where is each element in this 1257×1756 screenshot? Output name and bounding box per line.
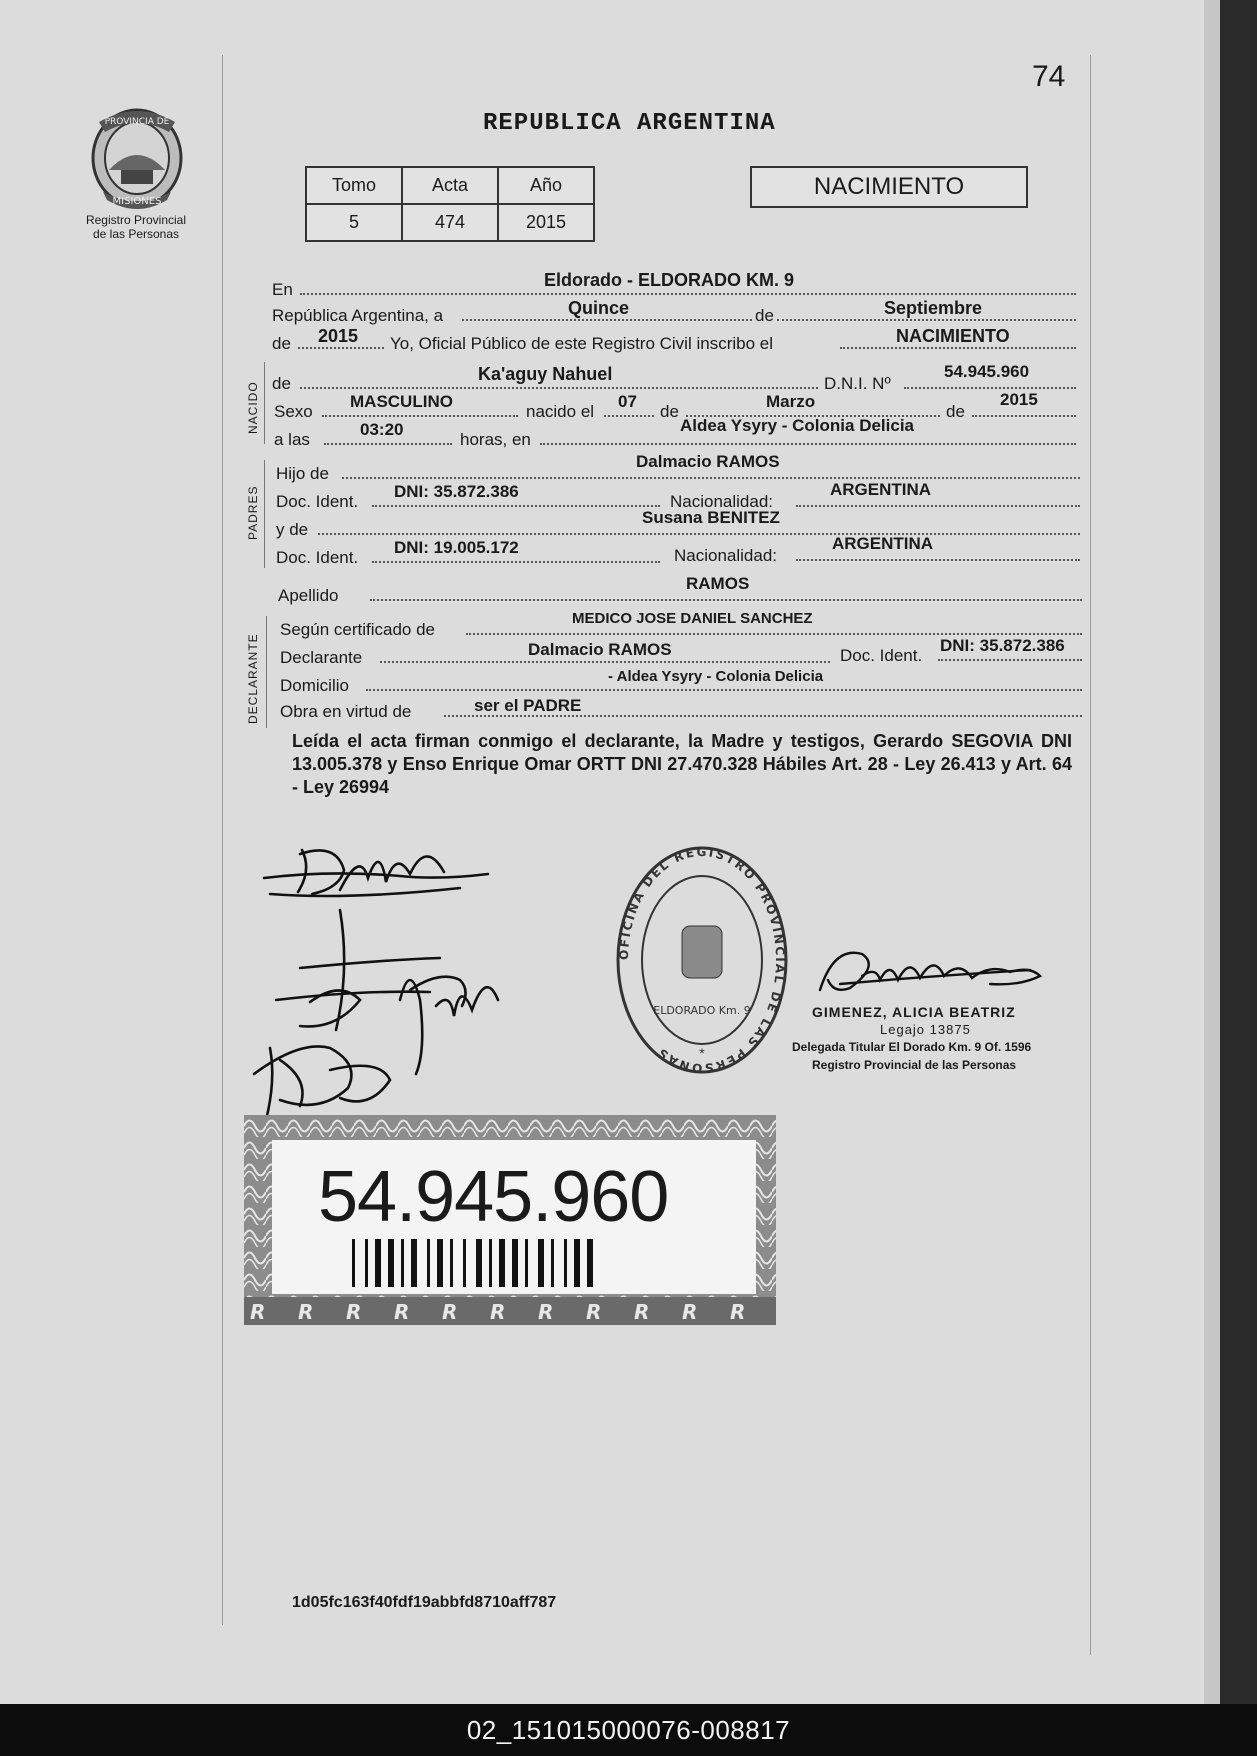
republic-label: República Argentina, a: [272, 306, 444, 325]
official-text: Yo, Oficial Público de este Registro Civil inscribo el: [390, 334, 773, 353]
dotted-line: [840, 347, 1076, 349]
dotted-line: [370, 599, 1082, 601]
section-divider: [264, 362, 265, 444]
dotted-line: [322, 415, 518, 417]
doc-ident-label: Doc. Ident.: [276, 492, 359, 511]
certificate-value: MEDICO JOSE DANIEL SANCHEZ: [572, 610, 813, 627]
apellido-value: RAMOS: [686, 574, 750, 593]
barcode-r-mark: R: [490, 1300, 506, 1324]
official-role: Delegada Titular El Dorado Km. 9 Of. 1596: [792, 1040, 1032, 1054]
scanner-edge: [1220, 0, 1257, 1704]
anio-value: 2015: [498, 204, 594, 241]
document-hash: 1d05fc163f40fdf19abbfd8710aff787: [292, 1594, 557, 1611]
record-header-table: [305, 166, 595, 242]
declarante-section-label: DECLARANTE: [246, 633, 260, 724]
dotted-line: [324, 443, 452, 445]
barcode-bar: [427, 1239, 430, 1287]
barcode-bar: [365, 1239, 368, 1287]
dotted-line: [904, 387, 1076, 389]
birth-time-value: 03:20: [360, 420, 404, 439]
barcode-bar: [551, 1239, 554, 1287]
barcode-bar: [463, 1239, 466, 1287]
dotted-line: [372, 561, 660, 563]
dotted-line: [366, 689, 1082, 691]
barcode-bar: [437, 1239, 443, 1287]
dotted-line: [796, 505, 1080, 507]
section-divider: [264, 460, 265, 568]
barcode-r-mark: R: [586, 1300, 602, 1324]
nacido-el-label: nacido el: [526, 402, 595, 421]
barcode-r-mark: R: [442, 1300, 458, 1324]
left-margin-line: [222, 55, 223, 1625]
dotted-line: [318, 533, 1080, 535]
page-number: 74: [1032, 60, 1066, 93]
child-dni-value: 54.945.960: [944, 362, 1030, 381]
de-label: de: [272, 334, 291, 353]
barcode-bar: [538, 1239, 544, 1287]
apellido-label: Apellido: [278, 586, 339, 605]
de-label: de: [272, 374, 291, 393]
birth-month-value: Marzo: [766, 392, 816, 411]
dotted-line: [372, 505, 660, 507]
barcode-bar: [512, 1239, 518, 1287]
declarante-doc-value: DNI: 35.872.386: [940, 636, 1065, 655]
domicilio-value: - Aldea Ysyry - Colonia Delicia: [608, 668, 824, 685]
obra-label: Obra en virtud de: [280, 702, 412, 721]
nacido-section-label: NACIDO: [246, 381, 260, 434]
official-legajo: Legajo 13875: [880, 1022, 971, 1037]
padres-section-label: PADRES: [246, 485, 260, 540]
barcode-r-mark: R: [298, 1300, 314, 1324]
witness-signatures: [240, 830, 520, 1130]
mother-nationality-value: ARGENTINA: [832, 534, 934, 553]
barcode-r-mark: R: [634, 1300, 650, 1324]
doc-ident-label: Doc. Ident.: [840, 646, 923, 665]
de-label: de: [946, 402, 965, 421]
declarante-label: Declarante: [280, 648, 363, 667]
nacionalidad-label: Nacionalidad:: [670, 492, 774, 511]
year-value: 2015: [318, 326, 359, 346]
father-nationality-value: ARGENTINA: [830, 480, 932, 499]
dotted-line: [462, 319, 752, 321]
place-value: Eldorado - ELDORADO KM. 9: [544, 270, 795, 290]
dotted-line: [300, 387, 818, 389]
svg-text:*: *: [699, 1045, 705, 1061]
a-las-label: a las: [274, 430, 310, 449]
barcode-bar: [411, 1239, 417, 1287]
declarante-value: Dalmacio RAMOS: [528, 640, 672, 659]
registry-name: [72, 213, 200, 241]
dotted-line: [796, 559, 1080, 561]
barcode-bar: [388, 1239, 394, 1287]
y-de-label: y de: [276, 520, 309, 539]
father-doc-value: DNI: 35.872.386: [394, 482, 519, 501]
right-margin-line: [1090, 55, 1091, 1655]
province-seal-icon: [85, 100, 189, 210]
barcode-bar: [352, 1239, 355, 1287]
dotted-line: [777, 319, 1076, 321]
anio-header: Año: [498, 167, 594, 204]
barcode-bar: [375, 1239, 381, 1287]
barcode-r-mark: R: [394, 1300, 410, 1324]
birth-year-value: 2015: [1000, 390, 1038, 409]
official-signature: [810, 936, 1050, 996]
barcode-bar: [574, 1239, 580, 1287]
sexo-value: MASCULINO: [350, 392, 453, 411]
dotted-line: [380, 661, 830, 663]
father-name-value: Dalmacio RAMOS: [636, 452, 780, 471]
registry-name-line-1: Registro Provincial: [85, 213, 187, 227]
registry-stamp-icon: [612, 842, 792, 1078]
certificado-label: Según certificado de: [280, 620, 435, 639]
scan-footer-id: 02_151015000076-008817: [0, 1704, 1257, 1756]
barcode-number: 54.945.960: [318, 1157, 669, 1237]
barcode-bar: [587, 1239, 593, 1287]
document-title: REPUBLICA ARGENTINA: [483, 110, 776, 137]
mother-name-value: Susana BENITEZ: [642, 508, 780, 527]
barcode-r-mark: R: [682, 1300, 698, 1324]
child-name-value: Ka'aguy Nahuel: [478, 364, 613, 384]
tomo-header: Tomo: [306, 167, 402, 204]
horas-label: horas, en: [460, 430, 531, 449]
barcode-r-mark: R: [346, 1300, 362, 1324]
month-value: Septiembre: [884, 298, 983, 318]
barcode-bar: [499, 1239, 505, 1287]
obra-value: ser el PADRE: [474, 696, 582, 715]
barcode-bar: [564, 1239, 567, 1287]
domicilio-label: Domicilio: [280, 676, 349, 695]
dotted-line: [298, 347, 384, 349]
record-type-box: NACIMIENTO: [750, 166, 1028, 208]
acta-header: Acta: [402, 167, 498, 204]
dotted-line: [540, 443, 1076, 445]
birth-day-value: 07: [618, 392, 637, 411]
official-org: Registro Provincial de las Personas: [812, 1058, 1017, 1072]
page-edge: [1204, 0, 1220, 1704]
registry-name-line-2: de las Personas: [92, 227, 180, 241]
dotted-line: [972, 415, 1076, 417]
en-label: En: [272, 280, 293, 299]
nacionalidad-label: Nacionalidad:: [674, 546, 778, 565]
barcode-r-mark: R: [538, 1300, 554, 1324]
de-label: de: [660, 402, 679, 421]
barcode-bar: [525, 1239, 528, 1287]
hijo-de-label: Hijo de: [276, 464, 329, 483]
birth-place-value: Aldea Ysyry - Colonia Delicia: [680, 416, 914, 435]
dotted-line: [466, 633, 1082, 635]
closing-statement: Leída el acta firman conmigo el declarante, la Madre y testigos, Gerardo SEGOVIA DNI 13.005.378 y Enso Enrique Omar ORTT DNI 27.470.328 Hábiles Art. 28 - Ley 26.413 y Art. 64 - Ley 26994: [292, 731, 1072, 797]
doc-ident-label: Doc. Ident.: [276, 548, 359, 567]
mother-doc-value: DNI: 19.005.172: [394, 538, 519, 557]
barcode-bar: [450, 1239, 453, 1287]
official-name: GIMENEZ, ALICIA BEATRIZ: [812, 1004, 1016, 1020]
dotted-line: [604, 415, 654, 417]
barcode-bar: [401, 1239, 404, 1287]
dotted-line: [342, 477, 1080, 479]
act-value: NACIMIENTO: [896, 326, 1010, 346]
de-label: de: [755, 306, 774, 325]
sexo-label: Sexo: [274, 402, 313, 421]
stamp-inner-text: ELDORADO Km. 9: [653, 1004, 751, 1017]
tomo-value: 5: [306, 204, 402, 241]
acta-value: 474: [402, 204, 498, 241]
stamp-ring-text: OFICINA DEL REGISTRO PROVINCIAL DE LAS PERSONAS: [616, 844, 788, 1076]
dotted-line: [938, 659, 1082, 661]
dni-label: D.N.I. Nº: [824, 374, 891, 393]
barcode-r-mark: R: [250, 1300, 266, 1324]
barcode-bar: [489, 1239, 492, 1287]
section-divider: [266, 616, 267, 728]
seal-top-text: PROVINCIA DE: [104, 117, 170, 127]
barcode-bar: [476, 1239, 482, 1287]
dotted-line: [300, 293, 1076, 295]
day-value: Quince: [568, 298, 630, 318]
barcode-r-mark: R: [730, 1300, 746, 1324]
seal-bottom-text: MISIONES: [112, 196, 162, 207]
